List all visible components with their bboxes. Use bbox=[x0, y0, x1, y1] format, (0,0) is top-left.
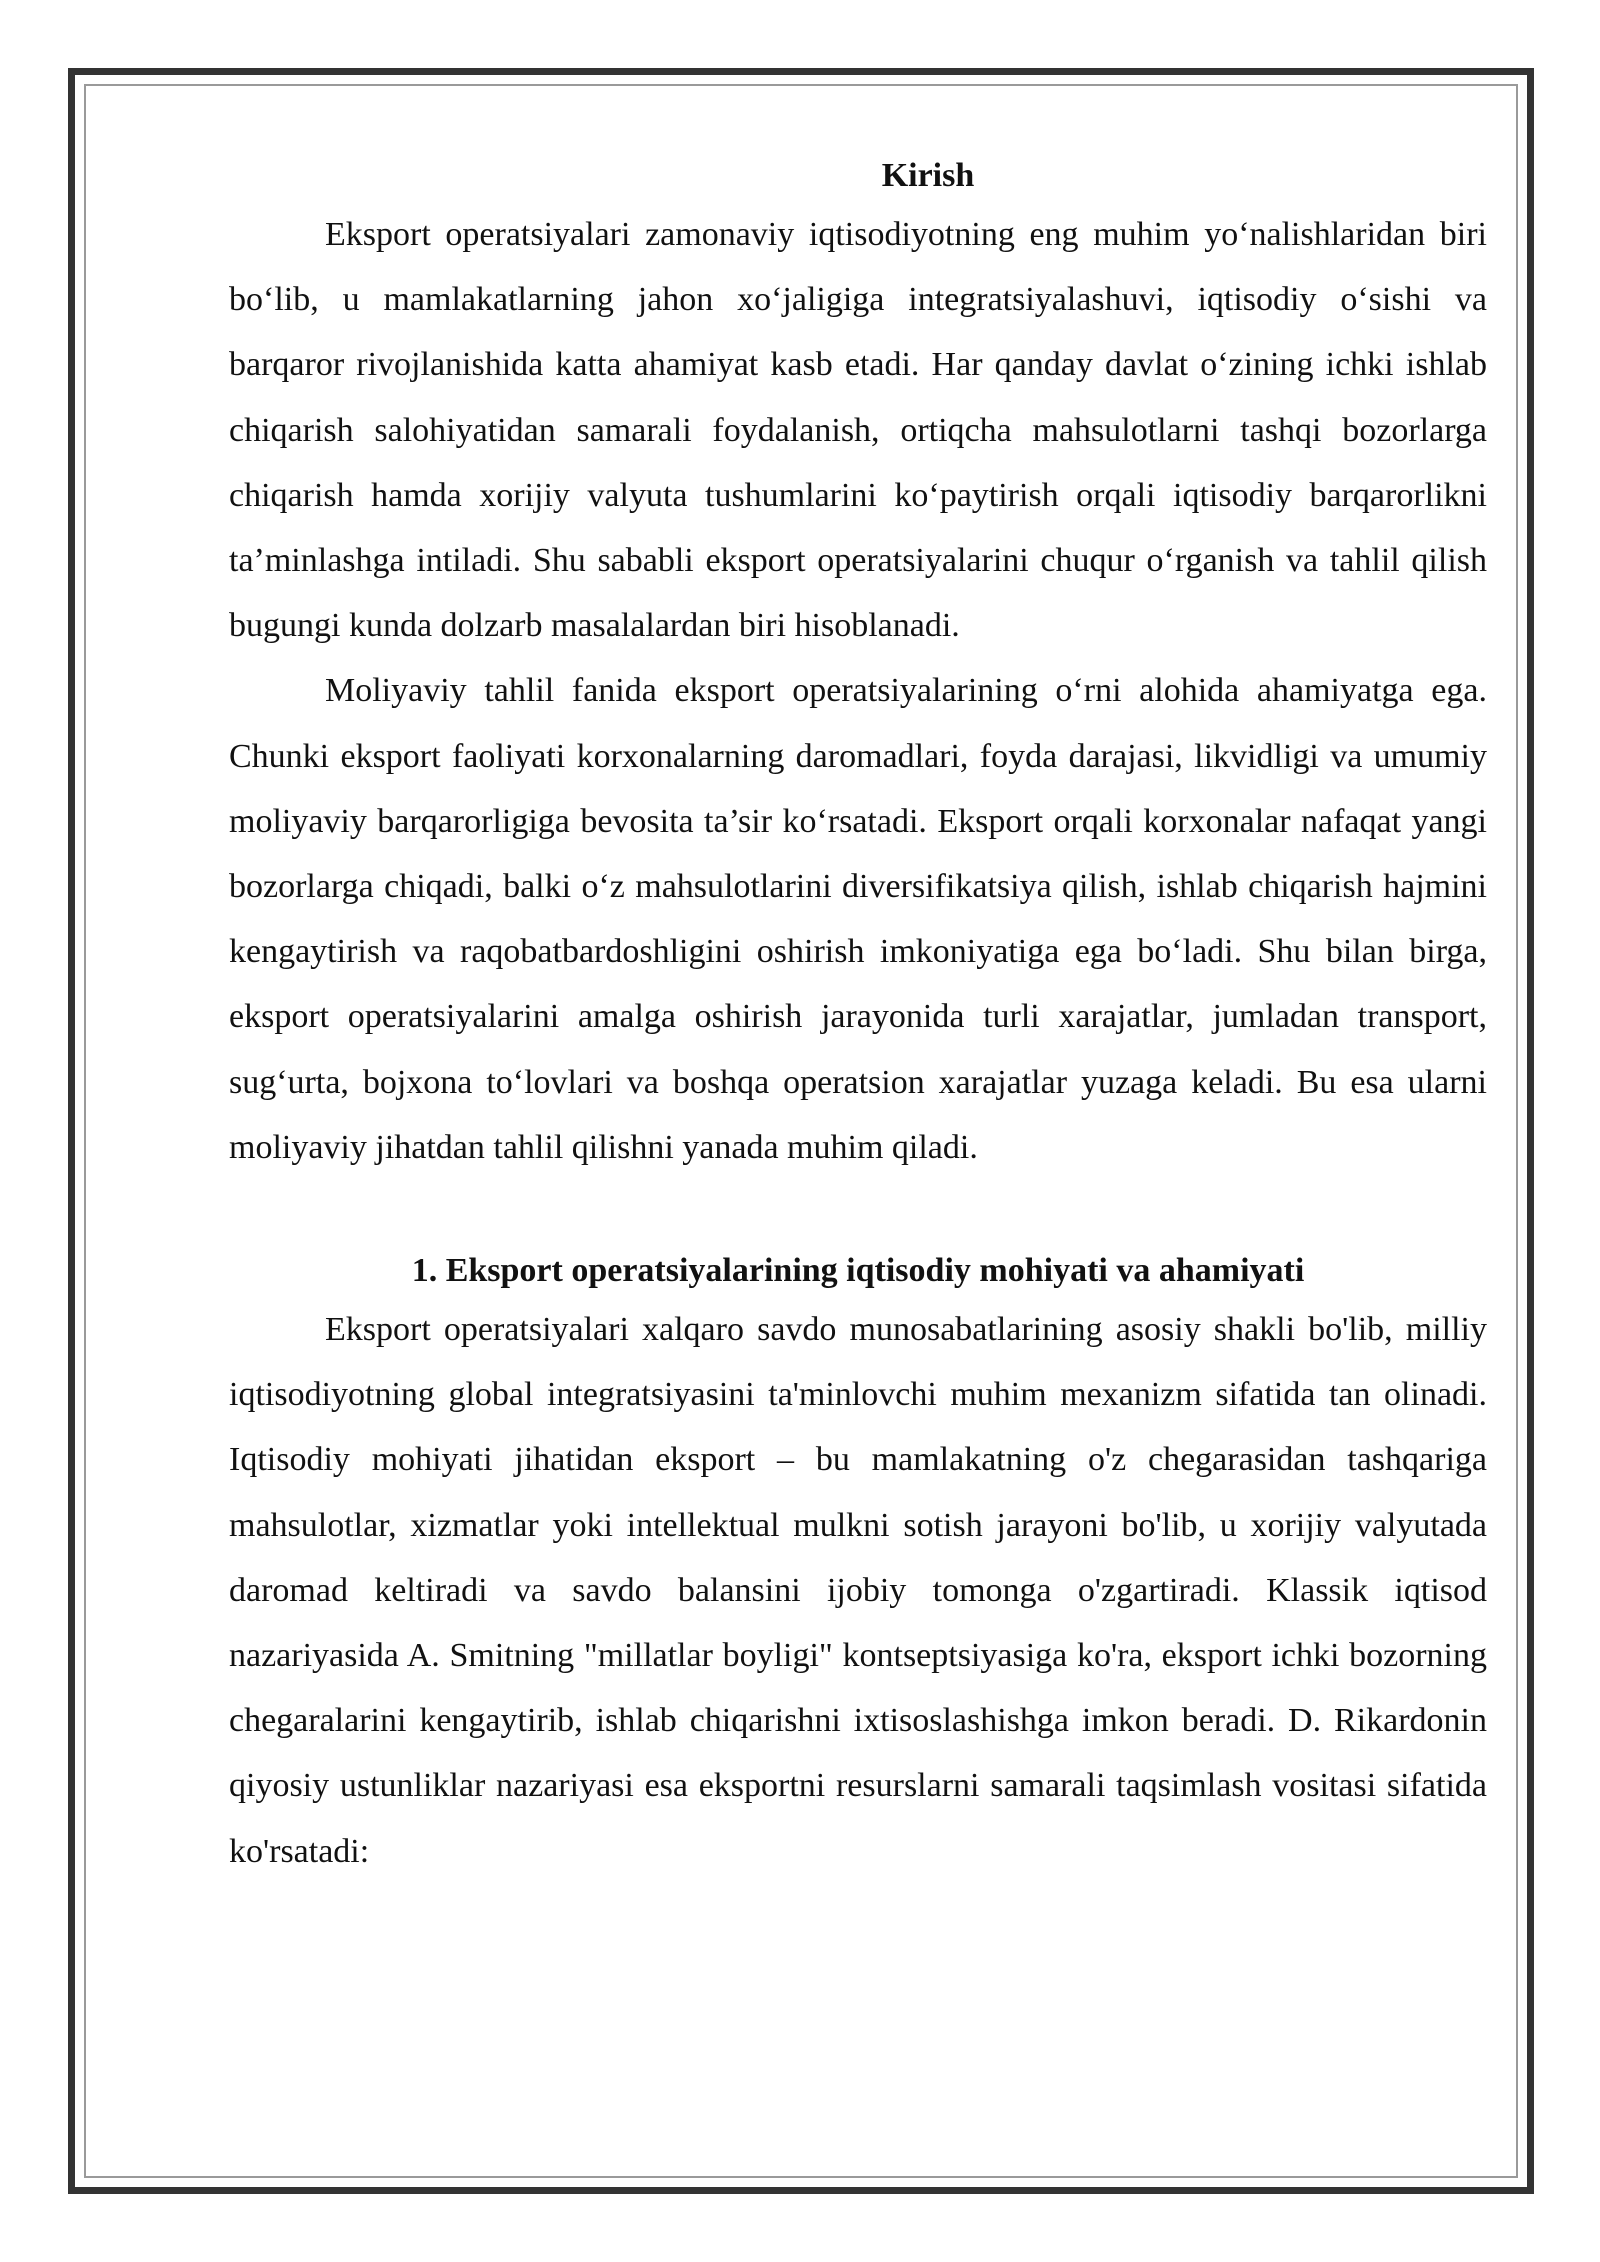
intro-heading: Kirish bbox=[881, 157, 975, 194]
document-body bbox=[229, 150, 1487, 1884]
section-paragraph: Eksport operatsiyalari xalqaro savdo munosabatlarining asosiy shakli bo'lib, milliy iqtisodiyotning global integratsiyasini ta'minlovchi muhim mexanizm sifatida tan olinadi. Iqtisodiy mohiyati jihatidan eksport – bu mamlakatning o'z chegarasidan tashqariga mahsulotlar, xizmatlar yoki intellektual mulkni sotish jarayoni bo'lib, u xorijiy valyutada daromad keltiradi va savdo balansini ijobiy tomonga o'zgartiradi. Klassik iqtisod nazariyasida A. Smitning "millatlar boyligi" kontseptsiyasiga ko'ra, eksport ichki bozorning chegaralarini kengaytirib, ishlab chiqarishni ixtisoslashishga imkon beradi. D. Rikardonin qiyosiy ustunliklar nazariyasi esa eksportni resurslarni samarali taqsimlash vositasi sifatida ko'rsatadi: bbox=[229, 1311, 1487, 1870]
section-spacer bbox=[229, 1180, 1487, 1245]
section-heading: 1. Eksport operatsiyalarining iqtisodiy mohiyati va ahamiyati bbox=[411, 1252, 1305, 1290]
intro-paragraph-1: Eksport operatsiyalari zamonaviy iqtisodiyotning eng muhim yo‘nalishlaridan biri bo‘lib, u mamlakatlarning jahon xo‘jaligiga integratsiyalashuvi, iqtisodiy o‘sishi va barqaror rivojlanishida katta ahamiyat kasb etadi. Har qanday davlat o‘zining ichki ishlab chiqarish salohiyatidan samarali foydalanish, ortiqcha mahsulotlarni tashqi bozorlarga chiqarish hamda xorijiy valyuta tushumlarini ko‘paytirish orqali iqtisodiy barqarorlikni ta’minlashga intiladi. Shu sababli eksport operatsiyalarini chuqur o‘rganish va tahlil qilish bugungi kunda dolzarb masalalardan biri hisoblanadi. bbox=[229, 216, 1487, 645]
intro-paragraph-2: Moliyaviy tahlil fanida eksport operatsiyalarining o‘rni alohida ahamiyatga ega. Chunki eksport faoliyati korxonalarning daromadlari, foyda darajasi, likvidligi va umumiy moliyaviy barqarorligiga bevosita ta’sir ko‘rsatadi. Eksport orqali korxonalar nafaqat yangi bozorlarga chiqadi, balki o‘z mahsulotlarini diversifikatsiya qilish, ishlab chiqarish hajmini kengaytirish va raqobatbardoshligini oshirish imkoniyatiga ega bo‘ladi. Shu bilan birga, eksport operatsiyalarini amalga oshirish jarayonida turli xarajatlar, jumladan transport, sug‘urta, bojxona to‘lovlari va boshqa operatsion xarajatlar yuzaga keladi. Bu esa ularni moliyaviy jihatdan tahlil qilishni yanada muhim qiladi. bbox=[229, 672, 1487, 1166]
